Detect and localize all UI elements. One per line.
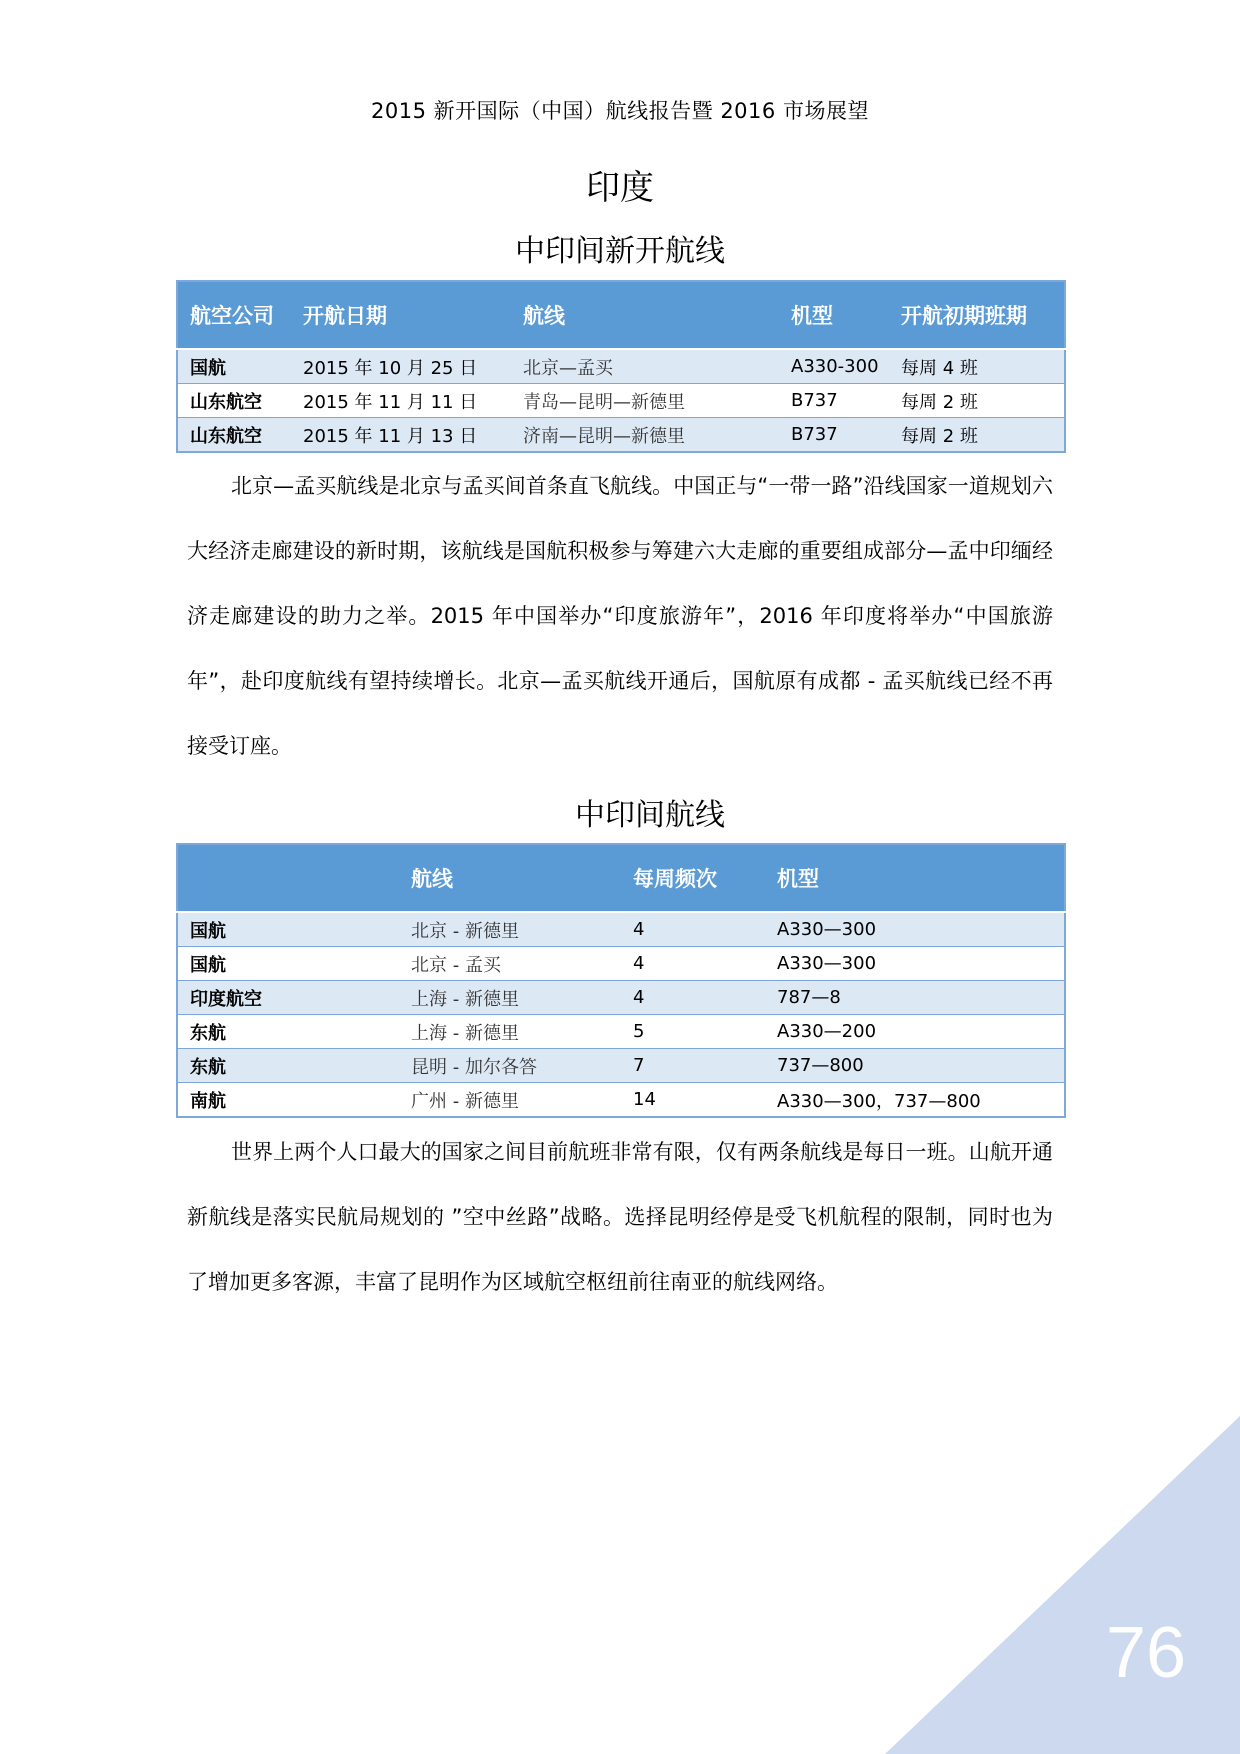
airline-cell: 国航: [177, 349, 291, 384]
route-cell: 北京 - 孟买: [399, 947, 621, 981]
aircraft-cell: B737: [779, 418, 889, 453]
airline-cell: 南航: [177, 1083, 399, 1118]
frequency-cell: 每周 2 班: [889, 384, 1065, 418]
table-row: [177, 912, 1065, 947]
frequency-cell: 每周 4 班: [889, 349, 1065, 384]
frequency-cell: 7: [621, 1049, 765, 1083]
frequency-cell: 4: [621, 947, 765, 981]
table-row: [177, 1049, 1065, 1083]
aircraft-cell: 737—800: [765, 1049, 1065, 1083]
table-row: [177, 349, 1065, 384]
airline-cell: 印度航空: [177, 981, 399, 1015]
table-header-row: [177, 844, 1065, 912]
table-row: [177, 1015, 1065, 1049]
column-header: 机型: [765, 844, 1065, 912]
route-cell: 昆明 - 加尔各答: [399, 1049, 621, 1083]
column-header: 每周频次: [621, 844, 765, 912]
route-cell: 北京 - 新德里: [399, 912, 621, 947]
route-cell: 广州 - 新德里: [399, 1083, 621, 1118]
frequency-cell: 14: [621, 1083, 765, 1118]
aircraft-cell: A330—300: [765, 947, 1065, 981]
aircraft-cell: A330—300，737—800: [765, 1083, 1065, 1118]
column-header: 机型: [779, 281, 889, 349]
airline-cell: 东航: [177, 1049, 399, 1083]
frequency-cell: 每周 2 班: [889, 418, 1065, 453]
column-header: 开航初期班期: [889, 281, 1065, 349]
date-cell: 2015 年 11 月 13 日: [291, 418, 511, 453]
table-row: [177, 384, 1065, 418]
frequency-cell: 5: [621, 1015, 765, 1049]
column-header: 航空公司: [177, 281, 291, 349]
corner-decoration: [885, 1416, 1240, 1754]
frequency-cell: 4: [621, 912, 765, 947]
column-header: 航线: [399, 844, 621, 912]
new-routes-table: [176, 280, 1066, 453]
airline-cell: 国航: [177, 912, 399, 947]
airline-cell: 山东航空: [177, 384, 291, 418]
paragraph-existing-routes: 世界上两个人口最大的国家之间目前航班非常有限，仅有两条航线是每日一班。山航开通新航线是落实民航局规划的 ”空中丝路”战略。选择昆明经停是受飞机航程的限制，同时也为了增加更多客源，丰富了昆明作为区域航空枢纽前往南亚的航线网络。: [187, 1140, 1053, 1294]
column-header: [177, 844, 399, 912]
column-header: 开航日期: [291, 281, 511, 349]
aircraft-cell: A330-300: [779, 349, 889, 384]
country-title: 印度: [586, 168, 654, 208]
route-cell: 上海 - 新德里: [399, 981, 621, 1015]
table-row: [177, 981, 1065, 1015]
aircraft-cell: 787—8: [765, 981, 1065, 1015]
date-cell: 2015 年 11 月 11 日: [291, 384, 511, 418]
aircraft-cell: B737: [779, 384, 889, 418]
table-row: [177, 418, 1065, 453]
corner-triangle-shape: [885, 1416, 1240, 1754]
table-row: [177, 1083, 1065, 1118]
page-number: 76: [1105, 1613, 1186, 1693]
route-cell: 济南—昆明—新德里: [511, 418, 779, 453]
paragraph-new-routes: 北京—孟买航线是北京与孟买间首条直飞航线。中国正与“一带一路”沿线国家一道规划六大经济走廊建设的新时期，该航线是国航积极参与筹建六大走廊的重要组成部分—孟中印缅经济走廊建设的助力之举。2015 年中国举办“印度旅游年”，2016 年印度将举办“中国旅游年”，赴印度航线有望持续增长。北京—孟买航线开通后，国航原有成都 - 孟买航线已经不再接受订座。: [187, 474, 1053, 758]
frequency-cell: 4: [621, 981, 765, 1015]
route-cell: 青岛—昆明—新德里: [511, 384, 779, 418]
route-cell: 上海 - 新德里: [399, 1015, 621, 1049]
table-header-row: [177, 281, 1065, 349]
route-cell: 北京—孟买: [511, 349, 779, 384]
column-header: 航线: [511, 281, 779, 349]
aircraft-cell: A330—300: [765, 912, 1065, 947]
existing-routes-title: 中印间航线: [575, 798, 725, 833]
airline-cell: 山东航空: [177, 418, 291, 453]
aircraft-cell: A330—200: [765, 1015, 1065, 1049]
airline-cell: 国航: [177, 947, 399, 981]
existing-routes-table: [176, 843, 1066, 1118]
new-routes-title: 中印间新开航线: [515, 234, 725, 269]
airline-cell: 东航: [177, 1015, 399, 1049]
page-header: 2015 新开国际（中国）航线报告暨 2016 市场展望: [371, 99, 869, 123]
table-row: [177, 947, 1065, 981]
date-cell: 2015 年 10 月 25 日: [291, 349, 511, 384]
